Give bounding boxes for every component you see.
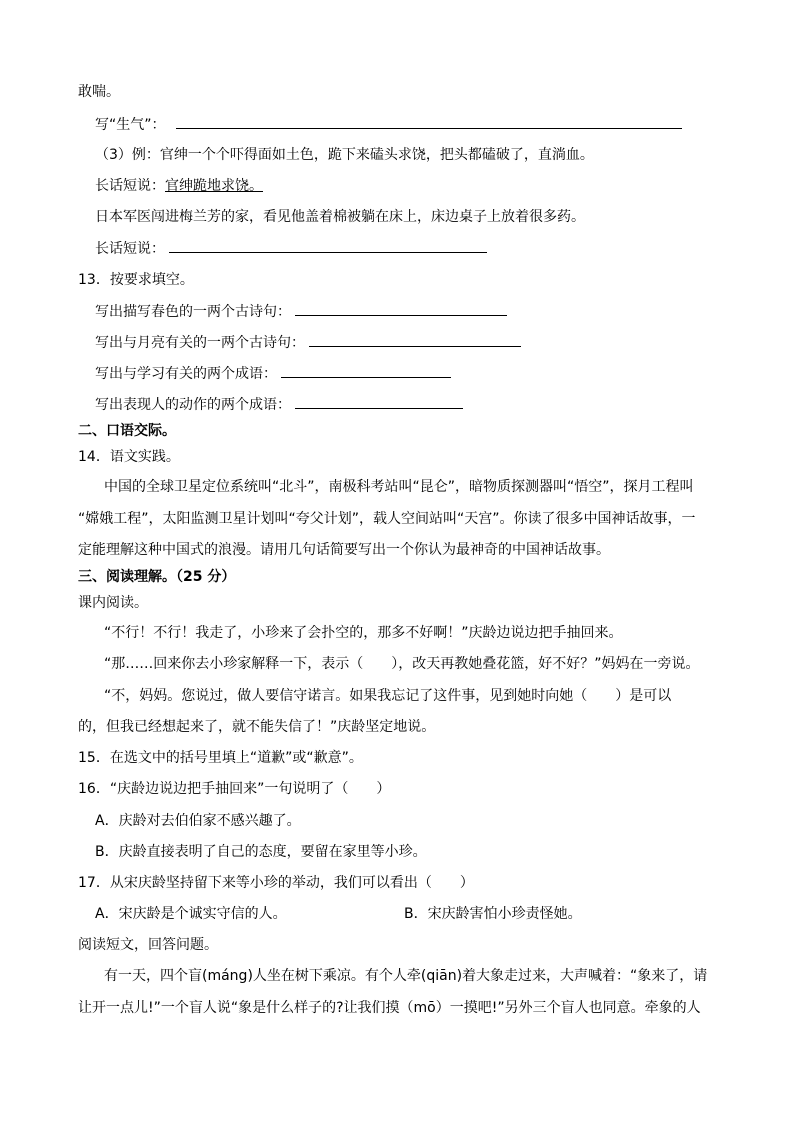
text-line: 阅读短文，回答问题。 bbox=[78, 937, 218, 953]
passage-line: 有一天，四个盲(máng)人坐在树下乘凉。有个人牵(qiān)着大象走过来，大声喊着：“象来了，请 bbox=[104, 968, 708, 984]
example-answer: 官绅跪地求饶。 bbox=[165, 178, 263, 194]
text-line: 敢喘。 bbox=[78, 84, 120, 100]
passage-line: “不，妈妈。您说过，做人要信守诺言。如果我忘记了这件事，见到她时向她（ ）是可以 bbox=[104, 688, 672, 704]
prompt-label: 写出与月亮有关的一两个古诗句： bbox=[95, 335, 305, 351]
answer-blank[interactable] bbox=[295, 301, 507, 316]
prompt-label: 写出与学习有关的两个成语： bbox=[95, 366, 277, 382]
prompt-label: 写出表现人的动作的两个成语： bbox=[95, 397, 291, 413]
option-a[interactable]: A．庆龄对去伯伯家不感兴趣了。 bbox=[95, 813, 301, 829]
answer-line bbox=[95, 394, 463, 415]
prompt-label: 长话短说： bbox=[95, 178, 165, 194]
section-heading: 三、阅读理解。（25 分） bbox=[78, 569, 236, 585]
passage-line: 中国的全球卫星定位系统叫“北斗”，南极科考站叫“昆仑”，暗物质探测器叫“悟空”，探月工程叫 bbox=[104, 479, 694, 495]
answer-line bbox=[95, 176, 263, 196]
passage-line: “嫦娥工程”，太阳监测卫星计划叫“夸父计划”，载人空间站叫“天宫”。你读了很多中国神话故事，一 bbox=[78, 511, 696, 527]
option-b[interactable]: B．庆龄直接表明了自己的态度，要留在家里等小珍。 bbox=[95, 844, 427, 860]
answer-line bbox=[95, 238, 487, 259]
question-16: 16．“庆龄边说边把手抽回来”一句说明了（ ） bbox=[78, 781, 391, 797]
answer-blank[interactable] bbox=[281, 363, 451, 378]
answer-blank[interactable] bbox=[295, 394, 463, 409]
text-line: 课内阅读。 bbox=[78, 595, 148, 611]
option-a[interactable]: A．宋庆龄是个诚实守信的人。 bbox=[95, 906, 287, 922]
passage-line: “不行！不行！我走了，小珍来了会扑空的，那多不好啊！”庆龄边说边把手抽回来。 bbox=[104, 625, 623, 641]
passage-line: “那……回来你去小珍家解释一下，表示（ ），改天再教她叠花篮，好不好？”妈妈在一旁说。 bbox=[104, 656, 700, 672]
question-15: 15．在选文中的括号里填上“道歉”或“歉意”。 bbox=[78, 750, 363, 766]
answer-line bbox=[95, 301, 507, 322]
answer-line bbox=[95, 363, 451, 384]
question-13: 13．按要求填空。 bbox=[78, 272, 194, 288]
passage-line: 的，但我已经想起来了，就不能失信了！”庆龄坚定地说。 bbox=[78, 719, 436, 735]
prompt-label: 写“生气”： bbox=[95, 117, 166, 133]
text-line: 日本军医闯进梅兰芳的家，看见他盖着棉被躺在床上，床边桌子上放着很多药。 bbox=[95, 209, 585, 225]
answer-line bbox=[95, 332, 521, 353]
text-line: （3）例：官绅一个个吓得面如土色，跪下来磕头求饶，把头都磕破了，直淌血。 bbox=[95, 147, 594, 163]
option-b[interactable]: B．宋庆龄害怕小珍责怪她。 bbox=[404, 906, 582, 922]
answer-blank[interactable] bbox=[169, 238, 487, 253]
answer-blank[interactable] bbox=[176, 114, 682, 129]
passage-line: 让开一点儿!”一个盲人说“象是什么样子的?让我们摸（mō）一摸吧!”另外三个盲人也同意。牵象的人 bbox=[78, 1000, 701, 1016]
section-heading: 二、口语交际。 bbox=[78, 423, 176, 439]
prompt-label: 写出描写春色的一两个古诗句： bbox=[95, 304, 291, 320]
passage-line: 定能理解这种中国式的浪漫。请用几句话简要写出一个你认为最神奇的中国神话故事。 bbox=[78, 542, 610, 558]
question-17: 17．从宋庆龄坚持留下来等小珍的举动，我们可以看出（ ） bbox=[78, 875, 474, 891]
question-14: 14．语文实践。 bbox=[78, 449, 180, 465]
prompt-label: 长话短说： bbox=[95, 241, 165, 257]
answer-blank[interactable] bbox=[309, 332, 521, 347]
answer-line bbox=[95, 114, 682, 135]
